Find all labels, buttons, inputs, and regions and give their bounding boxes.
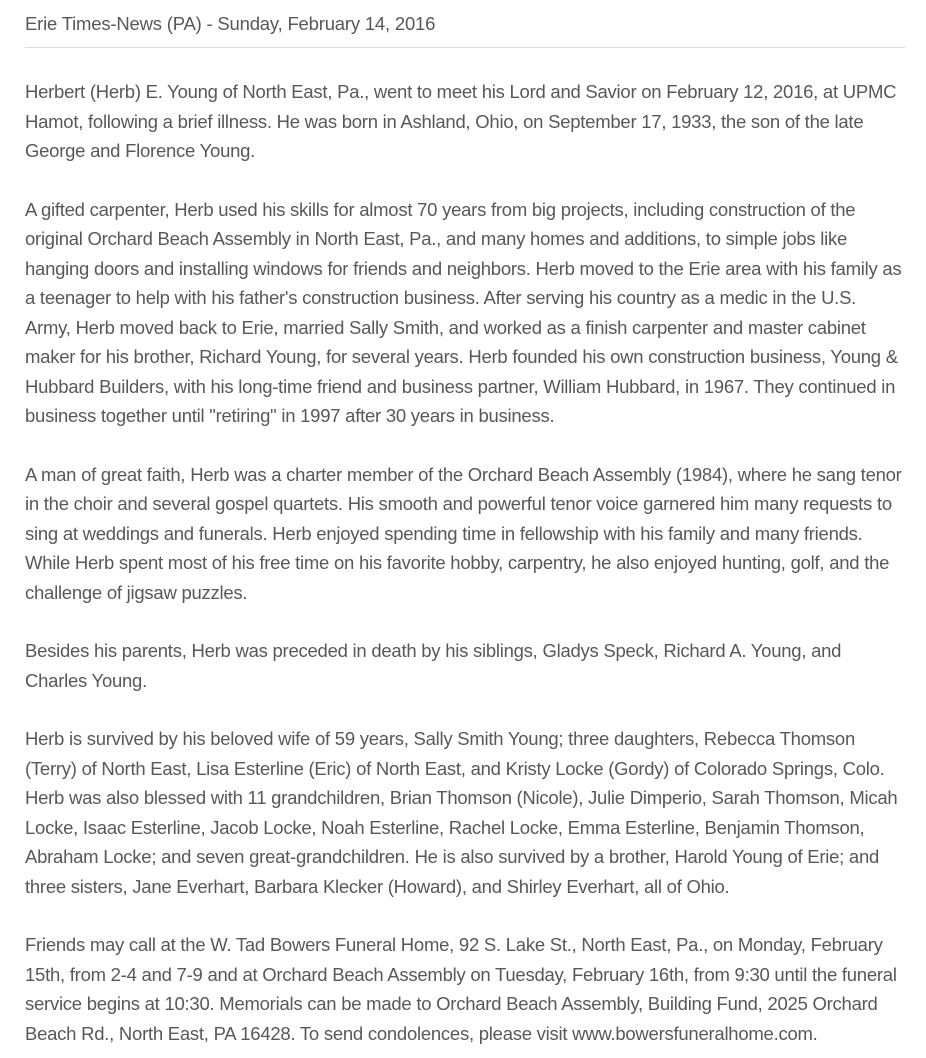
paragraph-career: A gifted carpenter, Herb used his skills for almost 70 years from big projects, including construction of the original Orchard Beach Assembly in North East, Pa., and many homes and additions, to simple jobs like hanging doors and installing windows for friends and neighbors. Herb moved to the Erie area with his family as a teenager to help with his father's construction business. After serving his country as a medic in the U.S. Army, Herb moved back to Erie, married Sally Smith, and worked as a finish carpenter and master cabinet maker for his brother, Richard Young, for several years. Herb founded his own construction business, Young & Hubbard Builders, with his long-time friend and business partner, William Hubbard, in 1967. They continued in business together until "retiring" in 1997 after 30 years in business. <box>25 198 902 426</box>
paragraph-intro: Herbert (Herb) E. Young of North East, Pa., went to meet his Lord and Savior on February 12, 2016, at UPMC Hamot, following a brief illness. He was born in Ashland, Ohio, on September 17, 1933, the son of the late George and Florence Young. <box>25 81 897 161</box>
paragraph-faith-hobbies: A man of great faith, Herb was a charter member of the Orchard Beach Assembly (1984), where he sang tenor in the choir and several gospel quartets. His smooth and powerful tenor voice garnered him many requests to sing at weddings and funerals. Herb enjoyed spending time in fellowship with his family and many friends. While Herb spent most of his free time on his favorite hobby, carpentry, he also enjoyed hunting, golf, and the challenge of jigsaw puzzles. <box>25 463 902 603</box>
publication-source-line: Erie Times-News (PA) - Sunday, February 14, 2016 <box>25 13 436 34</box>
paragraph-survivors: Herb is survived by his beloved wife of 59 years, Sally Smith Young; three daughters, Rebecca Thomson (Terry) of North East, Lisa Esterline (Eric) of North East, and Kristy Locke (Gordy) of Colorado Springs, Colo. Herb was also blessed with 11 grandchildren, Brian Thomson (Nicole), Julie Dimperio, Sarah Thomson, Micah Locke, Isaac Esterline, Jacob Locke, Noah Esterline, Rachel Locke, Emma Esterline, Benjamin Thomson, Abraham Locke; and seven great-grandchildren. He is also survived by a brother, Harold Young of Erie; and three sisters, Jane Everhart, Barbara Klecker (Howard), and Shirley Everhart, all of Ohio. <box>25 728 898 897</box>
paragraph-services: Friends may call at the W. Tad Bowers Funeral Home, 92 S. Lake St., North East, Pa., on Monday, February 15th, from 2-4 and 7-9 and at Orchard Beach Assembly on Tuesday, February 16th, from 9:30 until the funeral service begins at 10:30. Memorials can be made to Orchard Beach Assembly, Building Fund, 2025 Orchard Beach Rd., North East, PA 16428. To send condolences, please visit www.bowersfuneralhome.com. <box>25 934 897 1044</box>
paragraph-preceded-in-death: Besides his parents, Herb was preceded in death by his siblings, Gladys Speck, Richard A. Young, and Charles Young. <box>25 640 842 691</box>
header-divider <box>25 47 905 48</box>
obituary-body <box>25 77 905 1048</box>
